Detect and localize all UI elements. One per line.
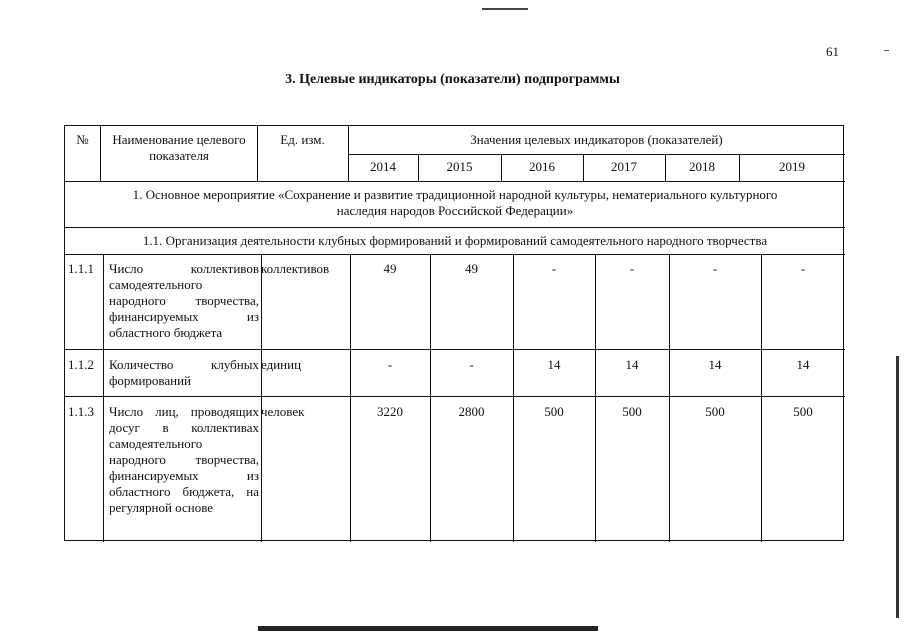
scan-mark-top [482, 8, 528, 10]
row-3-value-2018: 500 [705, 404, 725, 419]
row-2-unit: единиц [261, 357, 302, 372]
row-2-name: Количество клубных формирований [109, 357, 259, 388]
row-2-value-2017: 14 [625, 357, 639, 372]
header-num: № [76, 132, 89, 147]
section-title: 3. Целевые индикаторы (показатели) подпрограммы [285, 72, 620, 87]
row-3-unit: человек [261, 404, 305, 419]
header-year-2019: 2019 [779, 159, 805, 174]
row-3-num: 1.1.3 [68, 404, 94, 419]
row-2-value-2019: 14 [796, 357, 810, 372]
row-1-name: Число коллективов самодеятельного народного творчества, финансируемых из областного бюджета [109, 261, 259, 340]
row-3-value-2017: 500 [622, 404, 642, 419]
row-3-value-2014: 3220 [377, 404, 403, 419]
header-year-2018: 2018 [689, 159, 715, 174]
row-2-value-2015: - [469, 357, 474, 372]
row-1-value-2014: 49 [383, 261, 397, 276]
header-unit: Ед. изм. [280, 132, 325, 147]
indicators-table [64, 125, 844, 541]
row-2-value-2016: 14 [547, 357, 561, 372]
row-1-value-2015: 49 [465, 261, 478, 276]
row-3-name: Число лиц, проводящих досуг в коллективах самодеятельного народного творчества, финансируемых из областного бюджета, на регулярной основе [109, 404, 259, 515]
row-3-value-2019: 500 [793, 404, 813, 419]
row-2-num: 1.1.2 [68, 357, 94, 372]
row-2-value-2018: 14 [708, 357, 722, 372]
header-year-2014: 2014 [370, 159, 396, 174]
subsection-row: 1.1. Организация деятельности клубных формирований и формирований самодеятельного народного творчества [142, 233, 768, 248]
scan-mark-right [896, 356, 899, 618]
row-1-value-2017: - [629, 261, 635, 276]
row-1-value-2016: - [551, 261, 557, 276]
row-3-value-2015: 2800 [458, 404, 485, 419]
header-values-group: Значения целевых индикаторов (показателей) [470, 132, 723, 147]
scan-mark-dash [884, 50, 889, 51]
row-1-unit: коллективов [261, 261, 330, 276]
header-year-2017: 2017 [611, 159, 637, 174]
row-1-value-2018: - [712, 261, 718, 276]
header-year-2016: 2016 [529, 159, 555, 174]
row-3-value-2016: 500 [544, 404, 564, 419]
row-2-value-2014: - [387, 357, 393, 372]
row-1-value-2019: - [800, 261, 806, 276]
scan-mark-bottom [258, 626, 598, 631]
row-1-num: 1.1.1 [68, 261, 94, 276]
page-number: 61 [826, 44, 839, 59]
section-row: 1. Основное мероприятие «Сохранение и развитие традиционной народной культуры, нематериального культурного наследия народов Российской Федерации» [132, 187, 778, 218]
header-year-2015: 2015 [446, 159, 473, 174]
header-name: Наименование целевого показателя [112, 132, 246, 163]
